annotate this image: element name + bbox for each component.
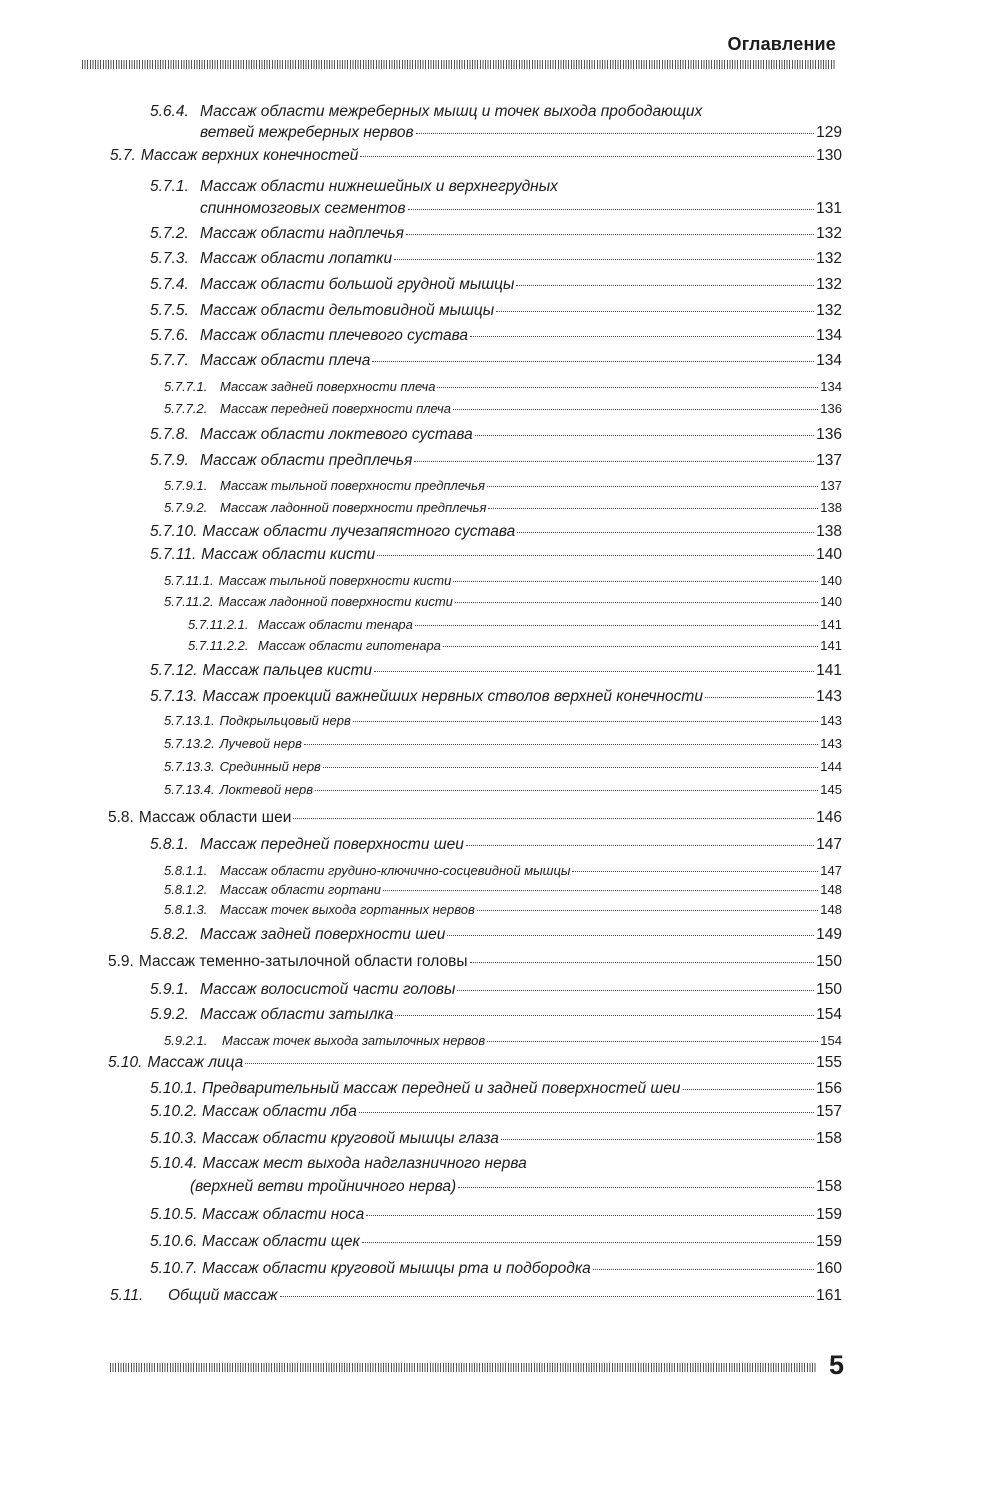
toc-entry-number: 5.9.2. [150,1005,189,1023]
toc-leader-dots [593,1269,814,1270]
toc-entry-line [150,1206,842,1224]
toc-entry-line [164,594,842,609]
toc-entry-line [110,1287,842,1305]
toc-entry-number: 5.8. [108,808,134,826]
toc-leader-dots [414,461,814,462]
toc-entry-title: Массаж лица [147,1053,244,1071]
toc-leader-dots [496,311,814,312]
toc-entry-title: Массаж задней поверхности шеи [200,925,446,943]
toc-entry-page: 134 [816,326,842,344]
toc-entry-number: 5.7.11.2. [164,594,214,609]
toc-entry-title-continued: ветвей межреберных нервов [200,123,414,141]
toc-leader-dots [470,336,814,337]
toc-entry-line [150,981,842,999]
toc-leader-dots [304,744,818,745]
toc-entry-number: 5.7.5. [150,301,189,319]
toc-entry-line [150,103,702,121]
toc-entry-page: 138 [816,522,842,540]
toc-entry-title: Массаж тыльной поверхности предплечья [220,478,485,493]
toc-entry-line [108,809,842,827]
toc-entry-number: 5.7.9.1. [164,478,208,493]
toc-entry-title-continued: спинномозговых сегментов [200,199,406,217]
toc-entry-title: Массаж области шеи [138,808,292,826]
toc-leader-dots [572,871,818,872]
toc-entry-number: 5.9. [108,952,134,970]
toc-entry-line [164,573,842,588]
toc-entry-title: Массаж области нижнешейных и верхнегрудных [200,177,558,195]
toc-entry-line [164,1033,842,1048]
toc-entry-number: 5.10.2. [150,1102,198,1120]
toc-entry-page: 150 [816,980,842,998]
toc-leader-dots [477,910,819,911]
toc-entry-page: 141 [820,638,842,653]
toc-entry-line [164,902,842,917]
toc-entry-page: 159 [816,1205,842,1223]
toc-entry-line [164,500,842,515]
toc-entry-title: Массаж проекций важнейших нервных стволов верхней конечности [202,687,703,705]
toc-entry-number: 5.10.3. [150,1129,198,1147]
toc-entry-line [200,124,842,142]
toc-leader-dots [416,133,815,134]
toc-leader-dots [280,1296,815,1297]
toc-entry-title-continued: (верхней ветви тройничного нерва) [190,1177,457,1195]
toc-entry-number: 5.10.5. [150,1205,198,1223]
toc-entry-number: 5.7.12. [150,661,198,679]
toc-entry-title: Массаж области круговой мышцы рта и подбородка [202,1259,591,1277]
toc-entry-line [164,379,842,394]
toc-entry-line [188,638,842,653]
toc-leader-dots [453,581,818,582]
toc-entry-number: 5.8.1.1. [164,863,208,878]
toc-entry-page: 156 [816,1079,842,1097]
toc-leader-dots [457,990,814,991]
toc-entry-page: 147 [816,835,842,853]
toc-entry-title: Массаж области плечевого сустава [200,326,468,344]
toc-entry-title: Массаж передней поверхности плеча [220,401,452,416]
toc-entry-page: 131 [816,199,842,217]
toc-entry-title: Массаж волосистой части головы [200,980,456,998]
toc-entry-title: Массаж области локтевого сустава [200,425,473,443]
toc-entry-number: 5.7.11.1. [164,573,214,588]
toc-leader-dots [245,1063,814,1064]
toc-entry-number: 5.7.6. [150,326,189,344]
toc-entry-line [150,250,842,268]
toc-entry-title: Массаж области носа [202,1205,365,1223]
toc-entry-page: 141 [816,661,842,679]
toc-leader-dots [447,935,814,936]
toc-entry-title: Массаж области лба [202,1102,357,1120]
toc-entry-line [150,688,842,706]
toc-leader-dots [293,818,814,819]
toc-entry-line [164,759,842,774]
toc-entry-page: 134 [816,351,842,369]
toc-entry-number: 5.7.11.2.2. [188,638,249,653]
toc-entry-title: Массаж передней поверхности шеи [200,835,464,853]
toc-entry-page: 147 [820,863,842,878]
toc-entry-page: 158 [816,1129,842,1147]
toc-entry-page: 136 [816,425,842,443]
toc-entry-number: 5.10.1. [150,1079,198,1097]
toc-entry-title: Массаж задней поверхности плеча [220,379,436,394]
toc-entry-line [150,926,842,944]
toc-leader-dots [394,259,814,260]
toc-entry-line [150,662,842,680]
toc-entry-page: 140 [816,545,842,563]
toc-entry-title: Массаж точек выхода гортанных нервов [220,902,475,917]
toc-entry-title: Массаж области круговой мышцы глаза [202,1129,499,1147]
toc-leader-dots [455,602,818,603]
toc-entry-number: 5.7.13.2. [164,736,215,751]
toc-entry-title: Лучевой нерв [219,736,302,751]
toc-leader-dots [366,1215,814,1216]
toc-entry-page: 134 [820,379,842,394]
toc-entry-number: 5.10.6. [150,1232,198,1250]
toc-entry-page: 140 [820,594,842,609]
toc-entry-title: Массаж тыльной поверхности кисти [218,573,452,588]
toc-leader-dots [415,625,818,626]
toc-entry-line [150,1103,842,1121]
toc-entry-page: 154 [816,1005,842,1023]
toc-entry-line [150,1006,842,1024]
toc-entry-line [150,1233,842,1251]
toc-leader-dots [437,387,818,388]
toc-entry-page: 137 [816,451,842,469]
toc-leader-dots [458,1187,814,1188]
toc-leader-dots [360,156,814,157]
toc-entry-line [150,1155,527,1173]
toc-leader-dots [705,697,814,698]
toc-entry-title: Массаж области предплечья [200,451,413,469]
toc-entry-number: 5.7.7.1. [164,379,208,394]
toc-entry-title: Локтевой нерв [219,782,314,797]
toc-entry-page: 157 [816,1102,842,1120]
toc-entry-number: 5.7.10. [150,522,198,540]
toc-entry-number: 5.7.1. [150,177,189,195]
toc-entry-title: Массаж верхних конечностей [140,146,359,164]
toc-entry-title: Массаж области щек [202,1232,360,1250]
toc-leader-dots [453,409,818,410]
toc-entry-title: Массаж области грудино-ключично-сосцевидной мышцы [220,863,571,878]
toc-entry-page: 130 [816,146,842,164]
toc-entry-line [150,546,842,564]
toc-entry-line [150,1080,842,1098]
toc-entry-page: 144 [820,759,842,774]
toc-entry-page: 150 [816,952,842,970]
toc-entry-line [164,782,842,797]
toc-leader-dots [395,1015,814,1016]
toc-entry-line [150,327,842,345]
toc-entry-number: 5.7.11. [150,545,197,563]
toc-entry-title: Массаж области дельтовидной мышцы [200,301,495,319]
toc-entry-title: Массаж пальцев кисти [202,661,373,679]
toc-entry-line [190,1178,842,1196]
toc-entry-number: 5.7.2. [150,224,189,242]
toc-entry-title: Массаж области большой грудной мышцы [200,275,515,293]
toc-entry-page: 145 [820,782,842,797]
toc-entry-title: Подкрыльцовый нерв [219,713,351,728]
toc-entry-title: Массаж области гортани [220,882,382,897]
toc-entry-title: Массаж области лопатки [200,249,393,267]
toc-entry-number: 5.8.1. [150,835,189,853]
toc-leader-dots [362,1242,814,1243]
toc-leader-dots [315,790,818,791]
toc-entry-page: 137 [820,478,842,493]
toc-entry-number: 5.10.4. [150,1154,198,1172]
toc-entry-line [150,352,842,370]
toc-entry-line [150,836,842,854]
toc-entry-title: Массаж теменно-затылочной области головы [138,952,468,970]
toc-entry-page: 138 [820,500,842,515]
toc-entry-number: 5.7.4. [150,275,189,293]
toc-leader-dots [372,361,814,362]
toc-leader-dots [487,486,818,487]
toc-entry-title: Срединный нерв [219,759,321,774]
toc-entry-line [164,401,842,416]
toc-entry-page: 140 [820,573,842,588]
toc-entry-line [164,736,842,751]
toc-leader-dots [488,508,818,509]
toc-entry-title: Массаж области кисти [201,545,376,563]
toc-entry-title: Предварительный массаж передней и задней поверхностей шеи [202,1079,681,1097]
toc-entry-page: 141 [820,617,842,632]
toc-entry-line [188,617,842,632]
toc-entry-line [150,452,842,470]
toc-entry-number: 5.7.11.2.1. [188,617,249,632]
toc-entry-number: 5.7. [110,146,136,164]
toc-entry-line [150,302,842,320]
toc-entry-page: 155 [816,1053,842,1071]
toc-entry-page: 158 [816,1177,842,1195]
toc-entry-title: Массаж ладонной поверхности кисти [218,594,453,609]
toc-entry-line [164,713,842,728]
toc-entry-number: 5.11. [110,1286,144,1304]
toc-entry-number: 5.7.9. [150,451,189,469]
toc-leader-dots [470,962,815,963]
toc-leader-dots [443,646,818,647]
toc-leader-dots [374,671,814,672]
toc-entry-page: 154 [820,1033,842,1048]
toc-entry-number: 5.7.13. [150,687,198,705]
toc-entry-number: 5.6.4. [150,102,189,120]
toc-entry-page: 148 [820,902,842,917]
toc-entry-page: 143 [816,687,842,705]
toc-entry-title: Массаж области плеча [200,351,371,369]
page-header-title: Оглавление [727,34,836,54]
toc-entry-page: 146 [816,808,842,826]
toc-leader-dots [353,721,818,722]
toc-entry-title: Массаж области межреберных мышц и точек выхода прободающих [200,102,703,120]
toc-entry-title: Общий массаж [168,1286,278,1304]
page-number: 5 [829,1350,845,1380]
toc-leader-dots [377,555,814,556]
toc-leader-dots [408,209,815,210]
toc-entry-number: 5.7.8. [150,425,189,443]
toc-entry-line [150,426,842,444]
toc-entry-number: 5.10. [108,1053,143,1071]
toc-entry-page: 148 [820,882,842,897]
toc-entry-title: Массаж точек выхода затылочных нервов [222,1033,486,1048]
toc-entry-page: 132 [816,301,842,319]
toc-entry-line [150,276,842,294]
toc-entry-line [164,882,842,897]
toc-entry-number: 5.7.7.2. [164,401,208,416]
toc-entry-number: 5.8.2. [150,925,189,943]
toc-entry-title: Массаж области гипотенара [258,638,441,653]
toc-leader-dots [475,435,814,436]
toc-entry-number: 5.9.2.1. [164,1033,208,1048]
toc-leader-dots [466,845,814,846]
toc-entry-page: 159 [816,1232,842,1250]
toc-entry-title: Массаж области затылка [200,1005,394,1023]
toc-entry-line [150,1260,842,1278]
toc-leader-dots [501,1139,814,1140]
toc-entry-line [108,953,842,971]
toc-leader-dots [683,1089,815,1090]
toc-entry-line [150,1130,842,1148]
toc-entry-title: Массаж мест выхода надглазничного нерва [202,1154,527,1172]
toc-entry-line [110,147,842,165]
toc-entry-number: 5.8.1.3. [164,902,208,917]
toc-entry-title: Массаж области надплечья [200,224,404,242]
toc-entry-page: 132 [816,224,842,242]
toc-entry-line [108,1054,842,1072]
toc-leader-dots [517,532,814,533]
toc-entry-title: Массаж области тенара [258,617,413,632]
toc-entry-page: 132 [816,249,842,267]
toc-leader-dots [323,767,818,768]
toc-leader-dots [406,234,814,235]
toc-entry-page: 160 [816,1259,842,1277]
footer-rule [110,1363,817,1372]
toc-entry-number: 5.7.13.3. [164,759,215,774]
toc-entry-page: 143 [820,713,842,728]
toc-entry-line [164,863,842,878]
toc-entry-line [150,523,842,541]
toc-entry-page: 132 [816,275,842,293]
toc-entry-title: Массаж области лучезапястного сустава [202,522,516,540]
toc-entry-title: Массаж ладонной поверхности предплечья [220,500,487,515]
toc-entry-page: 161 [816,1286,842,1304]
toc-entry-page: 149 [816,925,842,943]
toc-entry-number: 5.7.7. [150,351,189,369]
toc-leader-dots [359,1112,814,1113]
toc-entry-number: 5.10.7. [150,1259,198,1277]
toc-entry-line [150,225,842,243]
toc-entry-number: 5.7.3. [150,249,189,267]
toc-entry-line [150,178,558,196]
toc-entry-page: 136 [820,401,842,416]
toc-entry-line [164,478,842,493]
toc-entry-number: 5.7.13.4. [164,782,215,797]
toc-leader-dots [487,1041,818,1042]
toc-entry-line [200,200,842,218]
toc-entry-page: 143 [820,736,842,751]
toc-leader-dots [516,285,814,286]
toc-entry-number: 5.7.13.1. [164,713,215,728]
toc-leader-dots [383,890,818,891]
toc-entry-number: 5.7.9.2. [164,500,208,515]
toc-entry-number: 5.8.1.2. [164,882,208,897]
toc-entry-page: 129 [816,123,842,141]
toc-entry-number: 5.9.1. [150,980,189,998]
